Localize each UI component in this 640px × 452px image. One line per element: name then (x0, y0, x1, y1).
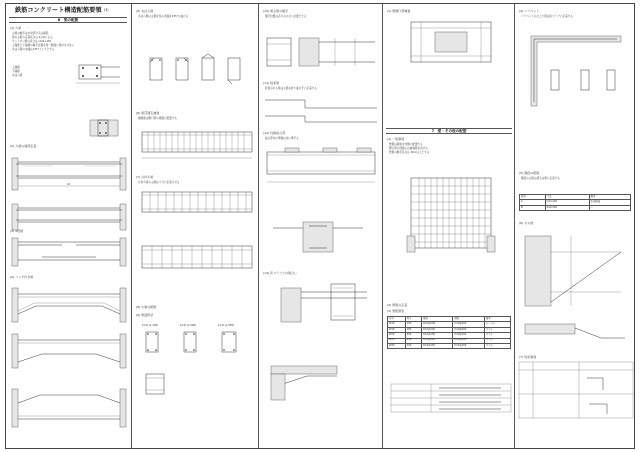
col4-note-1: 壁筋は縦筋を内側に配置する (389, 143, 423, 146)
table-header-cell: 種別 (520, 195, 546, 200)
beam-opening-elevation (142, 130, 252, 162)
heading-two-layer: (3) 2段筋 (10, 229, 24, 233)
wall-opening-detail (401, 18, 501, 68)
table-cell: 180 (405, 327, 421, 332)
table-cell: A (520, 200, 546, 205)
note-3: カットオフ筋の長さは L0/4+15d (12, 40, 52, 43)
l0-label: L0 (67, 183, 71, 186)
table-header-cell: 備考 (589, 195, 630, 200)
heading-wall-table: (3) 壁配筋表 (387, 309, 405, 313)
beam-elevation-1 (12, 154, 126, 194)
note-5: あばら筋の末端は135°フックとする (12, 48, 55, 51)
section-label-2: b×D (1-200) (180, 324, 197, 327)
wall-bar-detail (391, 382, 511, 414)
heading-opening: (6) 梁貫通孔補強 (136, 111, 160, 115)
note-1: 主筋の継手は中央部分又は端部 (12, 32, 49, 35)
table-header-cell: 備考 (484, 317, 510, 322)
heading-wall-opening: (1) 壁開口部補強 (387, 9, 411, 13)
col5-note-1: パラペットの立上り筋は床スラブに定着する (521, 15, 573, 18)
beam-sections (142, 330, 252, 356)
column-misc (515, 4, 636, 448)
table-cell: D10@200 (422, 327, 453, 332)
haunch-beam-1 (12, 288, 126, 322)
table-cell: W20 (388, 333, 406, 338)
table-cell: シングル (484, 322, 510, 327)
col4-note-2: 開口部の周囲には補強筋を設ける (389, 147, 428, 150)
note-4: 上端筋と下端筋の継手位置を同一断面に集中させない (12, 44, 75, 47)
col3-note-3: 接合部内の帯筋は柱に準ずる (265, 137, 299, 140)
col2-note-1: あばら筋は主筋を包み末端を135°に曲げる (138, 15, 189, 18)
section-beam-label: 6 梁の配筋 (57, 18, 79, 22)
section-header-wall (386, 128, 512, 134)
heading-joint: (10) 梁主筋の継手 (263, 9, 289, 13)
table-cell: D10@200 (453, 327, 484, 332)
heading-section-shape: (9) 断面形状 (136, 313, 154, 317)
table-cell: D10-200 (545, 205, 589, 210)
heading-haunch: (4) ハンチ付き梁 (10, 275, 34, 279)
haunch-beam-3 (12, 389, 126, 427)
table-cell: D10@150 (453, 333, 484, 338)
col3-note-1: 継手位置は応力の小さい位置とする (265, 15, 307, 18)
table-cell: ダブル (484, 327, 510, 332)
table-cell: 200 (405, 333, 421, 338)
heading-stairs: (5) 階段の配筋 (519, 171, 540, 175)
table-cell: D10@200 (453, 322, 484, 327)
table-cell: 300 (405, 343, 421, 348)
heading-parapet: (4) パラペット (519, 9, 540, 13)
table-cell: ダブル (484, 338, 510, 343)
stirrup-shapes (140, 52, 252, 92)
beam-elevation-3 (12, 236, 126, 270)
table-cell: — (589, 205, 630, 210)
heading-misc: (6) その他 (519, 221, 534, 225)
table-cell: 先端補強 (589, 200, 630, 205)
heading-wall-anchorage: (2) 壁筋の定着 (387, 303, 408, 307)
table-cell: D13-200 (545, 200, 589, 205)
table-cell: W30 (388, 343, 406, 348)
table-cell: D13@150 (422, 343, 453, 348)
beam-end-detail (74, 59, 124, 89)
heading-wall-general: (1) 一般事項 (387, 137, 405, 141)
beam-column-joint (265, 146, 377, 194)
wall-schedule-table (387, 316, 511, 349)
table-row (388, 343, 511, 348)
table-header-cell: 縦筋 (422, 317, 453, 322)
col4-note-3: 壁筋の継手長さは 40d 以上とする (389, 151, 430, 154)
column-wall (383, 4, 515, 448)
section-label-1: b×D (1-150) (142, 324, 159, 327)
heading-cantilever: (7) 片持ち梁 (136, 175, 154, 179)
col2-note-2: 補強筋は開口部の周囲に配置する (138, 117, 177, 120)
column-beam-general (6, 4, 132, 448)
beam-section-detail (86, 116, 126, 142)
col5-note-2: 階段の主筋は梁又は壁に定着する (521, 177, 560, 180)
section-header-beam (9, 17, 127, 23)
table-cell: W15 (388, 322, 406, 327)
section-label-3: b×D (1-250) (218, 324, 235, 327)
table-cell: ダブル (484, 343, 510, 348)
slab-section-detail (273, 218, 363, 258)
table-cell: W18 (388, 327, 406, 332)
table-header-cell: 寸法 (545, 195, 589, 200)
table-cell: D10@200 (422, 322, 453, 327)
document-title: 鉄筋コンクリート構造配筋要領 (15, 7, 102, 14)
column-beam-details (132, 4, 259, 448)
table-cell: D13@200 (453, 338, 484, 343)
note-2: 梁の主筋の定着長さは 2.(4)による (12, 36, 53, 39)
small-beam-detail (142, 372, 182, 400)
heading-slab: (13) 床スラブとの取合い (263, 271, 298, 275)
heading-beam-general: (1) 大梁 (10, 26, 22, 30)
special-notes-table (519, 362, 633, 418)
column-beam-joints (259, 4, 383, 448)
label-bottom-bar: 下端筋 (12, 70, 20, 73)
heading-beam-column: (12) 柱梁接合部 (263, 131, 286, 135)
heading-special-notes: (7) 特記事項 (519, 355, 537, 359)
page-number: (3) (104, 8, 109, 12)
table-header-cell: 符号 (388, 317, 406, 322)
drawing-sheet (5, 3, 635, 449)
table-cell: D13@200 (422, 338, 453, 343)
table-cell: 150 (405, 322, 421, 327)
col2-note-3: 片持ち梁の主筋は十分に定着させる (138, 181, 180, 184)
heading-beam-anchor: (2) 大梁の端部定着 (10, 144, 37, 148)
step-beam-detail (265, 94, 377, 124)
cantilever-elevation (142, 188, 252, 224)
table-header-cell: 横筋 (453, 317, 484, 322)
wall-reinforcement-mesh (407, 172, 497, 258)
heading-small-beam: (8) 小梁の配筋 (136, 305, 157, 309)
table-cell: D13@150 (453, 343, 484, 348)
misc-table (519, 194, 631, 211)
table-row (520, 205, 631, 210)
table-cell: W25 (388, 338, 406, 343)
table-cell: D10@150 (422, 333, 453, 338)
haunch-beam-2 (12, 334, 126, 368)
label-top-bar: 上端筋 (12, 66, 20, 69)
col3-note-2: 段差のある梁は主筋を折り曲げずに定着する (265, 87, 317, 90)
table-header-cell: 厚さ (405, 317, 421, 322)
heading-stirrup: (5) あばら筋 (136, 9, 154, 13)
table-cell: 250 (405, 338, 421, 343)
stair-landing-detail (521, 318, 631, 348)
section-wall-label: 7 壁・その他の配筋 (431, 129, 467, 133)
label-stirrup: あばら筋 (12, 74, 23, 77)
table-cell: B (520, 205, 546, 210)
slab-junction-detail (271, 280, 371, 324)
joint-detail-row (265, 34, 377, 74)
parapet-detail (521, 26, 631, 116)
beam-elevation-2 (12, 202, 126, 232)
stair-detail (521, 232, 631, 310)
heading-step: (11) 段差梁 (263, 81, 280, 85)
cantilever-elevation-2 (142, 242, 252, 282)
table-cell: ダブル (484, 333, 510, 338)
cantilever-slab-detail (267, 356, 377, 402)
